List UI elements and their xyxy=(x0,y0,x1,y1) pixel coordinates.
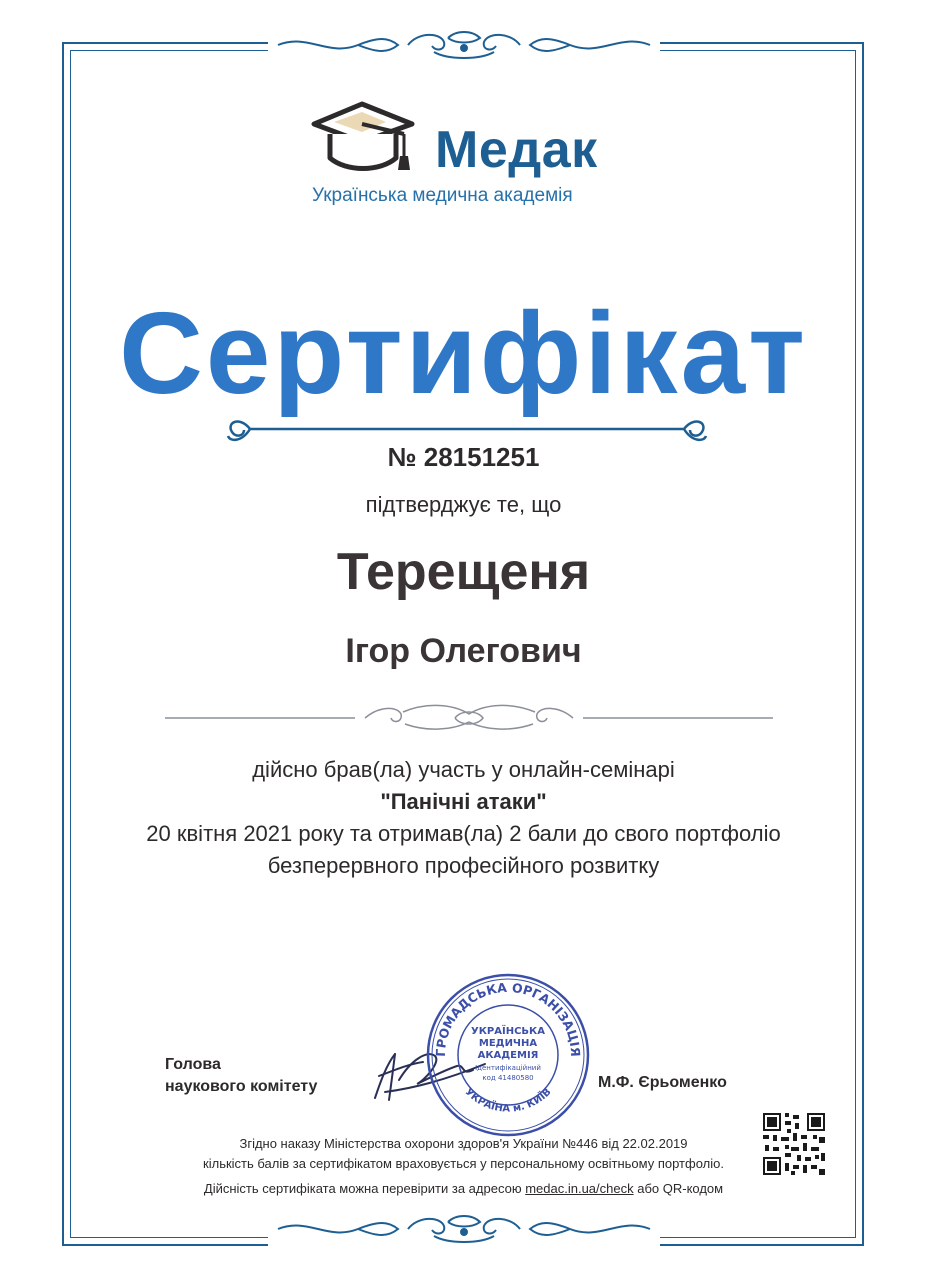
verification-note xyxy=(100,1179,827,1199)
title-divider xyxy=(222,412,712,446)
stamp-center-line4: Ідентифікаційний xyxy=(475,1064,541,1072)
bottom-ornament xyxy=(268,1212,660,1246)
stamp-center-line2: МЕДИЧНА xyxy=(478,1038,538,1049)
stamp-ring-text: ГРОМАДСЬКА ОРГАНІЗАЦІЯ xyxy=(432,979,584,1057)
brand-name: Медак xyxy=(435,121,598,179)
qr-code-icon[interactable] xyxy=(761,1111,827,1177)
seminar-title: "Панічні атаки" xyxy=(380,789,547,814)
signer-role-line2: наукового комітету xyxy=(165,1078,318,1095)
certificate-title: Сертифікат xyxy=(119,288,808,418)
academy-logo xyxy=(306,98,646,210)
stamp-center-line5: код 41480580 xyxy=(482,1074,534,1082)
participation-line: дійсно брав(ла) участь у онлайн-семінарі xyxy=(252,757,675,782)
signer-role xyxy=(165,1054,317,1098)
organization-stamp xyxy=(425,972,591,1138)
graduation-cap-icon xyxy=(306,98,418,178)
signer-role-line1: Голова xyxy=(165,1056,221,1073)
stamp-center-line1: УКРАЇНСЬКА xyxy=(471,1026,545,1037)
certificate-number: № 28151251 xyxy=(387,442,540,472)
verification-prefix: Дійсність сертифіката можна перевірити за адресою xyxy=(203,1181,526,1196)
recipient-given-names: Ігор Олегович xyxy=(345,632,582,670)
order-reference: Згідно наказу Міністерства охорони здоров'я України №446 від 22.02.2019 xyxy=(239,1136,688,1151)
signer-name: М.Ф. Єрьоменко xyxy=(598,1074,727,1091)
name-divider xyxy=(165,700,773,734)
stamp-center-line3: АКАДЕМІЯ xyxy=(477,1050,539,1061)
top-ornament xyxy=(268,28,660,62)
verification-link[interactable]: medac.in.ua/check xyxy=(525,1181,634,1196)
svg-text:УКРАЇНА м. КИЇВ xyxy=(462,1087,553,1115)
confirms-text: підтверджує те, що xyxy=(365,492,562,517)
points-note: кількість балів за сертифікатом враховується у персональному освітньому портфоліо. xyxy=(203,1156,724,1171)
certificate-body xyxy=(0,754,927,882)
date-points-line: 20 квітня 2021 року та отримав(ла) 2 бали до свого портфоліо xyxy=(146,821,781,846)
brand-subtitle: Українська медична академія xyxy=(312,185,573,206)
portfolio-line: безперервного професійного розвитку xyxy=(267,853,660,878)
stamp-bottom-text: УКРАЇНА м. КИЇВ xyxy=(462,1086,554,1115)
verification-suffix: або QR-кодом xyxy=(633,1181,724,1196)
recipient-surname: Терещеня xyxy=(336,543,591,601)
